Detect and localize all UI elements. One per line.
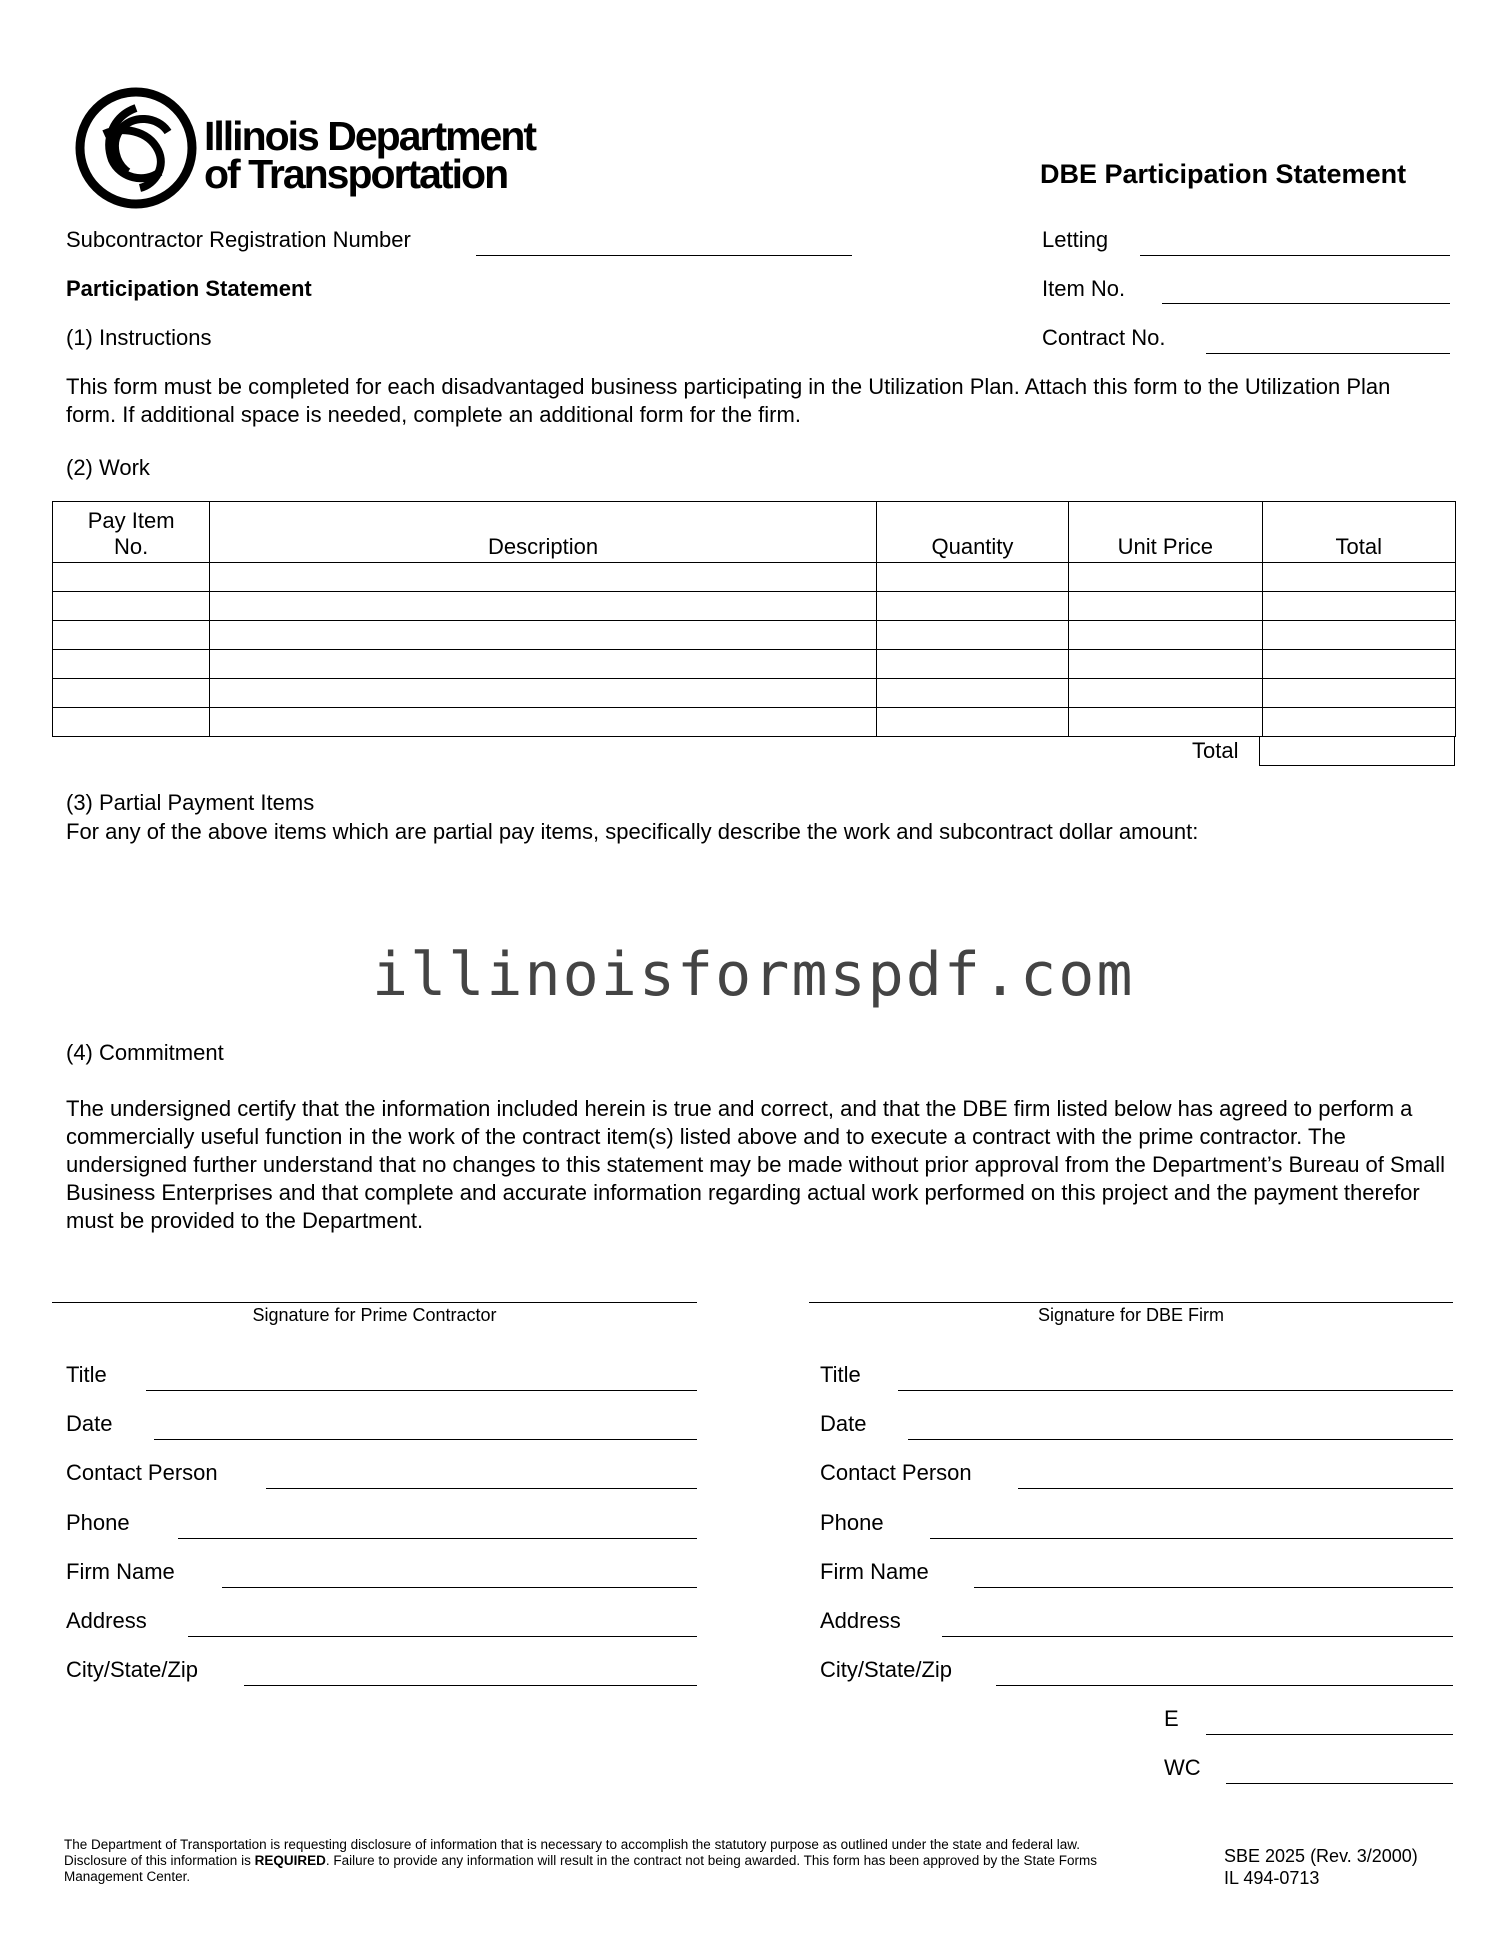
dbe-date-field[interactable]: [908, 1439, 1453, 1440]
prime-city-label: City/State/Zip: [66, 1657, 199, 1682]
dbe-phone-field[interactable]: [930, 1538, 1453, 1539]
pay-item-cell[interactable]: [53, 563, 210, 592]
quantity-cell[interactable]: [876, 563, 1068, 592]
unit-price-cell[interactable]: [1069, 592, 1262, 621]
logo-line1: Illinois Department: [204, 113, 536, 159]
work-table-header-row: [53, 502, 1456, 563]
letting-field[interactable]: [1140, 255, 1450, 256]
unit-price-cell[interactable]: [1069, 708, 1262, 737]
description-cell[interactable]: [210, 563, 876, 592]
dbe-address-label: Address: [820, 1608, 901, 1633]
description-cell[interactable]: [210, 679, 876, 708]
pay-item-cell[interactable]: [53, 708, 210, 737]
contract-no-label: Contract No.: [1042, 325, 1166, 350]
prime-date-label: Date: [66, 1411, 113, 1436]
prime-firm-label: Firm Name: [66, 1559, 175, 1584]
total-cell[interactable]: [1262, 708, 1455, 737]
watermark: illinoisformspdf.com: [372, 940, 1135, 1010]
subcontractor-registration-label: Subcontractor Registration Number: [66, 227, 411, 252]
dbe-title-label: Title: [820, 1362, 861, 1387]
wc-label: WC: [1164, 1755, 1201, 1780]
instructions-heading: (1) Instructions: [66, 325, 212, 350]
idot-emblem-icon: [74, 86, 198, 210]
pay-item-cell[interactable]: [53, 679, 210, 708]
prime-address-label: Address: [66, 1608, 147, 1633]
pay-item-cell[interactable]: [53, 592, 210, 621]
table-row: [53, 708, 1456, 737]
quantity-cell[interactable]: [876, 621, 1068, 650]
participation-statement-heading: Participation Statement: [66, 276, 312, 301]
pay-item-cell[interactable]: [53, 650, 210, 679]
prime-city-field[interactable]: [244, 1685, 697, 1686]
total-cell[interactable]: [1262, 592, 1455, 621]
contract-no-field[interactable]: [1206, 353, 1450, 354]
e-field[interactable]: [1206, 1734, 1453, 1735]
dbe-firm-field[interactable]: [974, 1587, 1453, 1588]
description-header: Description: [210, 502, 876, 563]
description-cell[interactable]: [210, 650, 876, 679]
dbe-signature-label: Signature for DBE Firm: [1037, 1305, 1225, 1325]
unit-price-cell[interactable]: [1069, 563, 1262, 592]
description-cell[interactable]: [210, 592, 876, 621]
partial-payment-heading: (3) Partial Payment Items: [66, 790, 315, 815]
prime-contact-field[interactable]: [266, 1488, 697, 1489]
prime-title-field[interactable]: [146, 1390, 697, 1391]
pay-item-header: Pay Item No.: [53, 502, 210, 563]
pay-item-cell[interactable]: [53, 621, 210, 650]
dbe-city-label: City/State/Zip: [820, 1657, 953, 1682]
idot-logo: [74, 86, 198, 210]
form-title: DBE Participation Statement: [1040, 159, 1407, 189]
unit-price-header: Unit Price: [1069, 502, 1262, 563]
total-cell[interactable]: [1262, 679, 1455, 708]
prime-signature-line[interactable]: [52, 1302, 697, 1303]
grand-total-label: Total: [1192, 738, 1239, 763]
quantity-cell[interactable]: [876, 650, 1068, 679]
dbe-firm-label: Firm Name: [820, 1559, 929, 1584]
form-number: SBE 2025 (Rev. 3/2000): [1224, 1846, 1418, 1866]
work-table: [52, 501, 1456, 737]
prime-signature-label: Signature for Prime Contractor: [252, 1305, 497, 1325]
disclosure-text: The Department of Transportation is requesting disclosure of information that is necessary to accomplish the statutory purpose as outlined under the state and federal law. Disclosure of this information is REQUIRED. Failure to provide any information will result in the contract not being awarded. This form has been approved by the State Forms Management Center.: [64, 1837, 1097, 1884]
e-label: E: [1164, 1706, 1179, 1731]
dbe-contact-field[interactable]: [1018, 1488, 1453, 1489]
unit-price-cell[interactable]: [1069, 650, 1262, 679]
logo-line2: of Transportation: [204, 151, 508, 197]
dbe-title-field[interactable]: [898, 1390, 1453, 1391]
total-cell[interactable]: [1262, 621, 1455, 650]
dbe-contact-label: Contact Person: [820, 1460, 972, 1485]
prime-firm-field[interactable]: [222, 1587, 697, 1588]
dbe-phone-label: Phone: [820, 1510, 884, 1535]
description-cell[interactable]: [210, 621, 876, 650]
dbe-signature-line[interactable]: [809, 1302, 1453, 1303]
total-cell[interactable]: [1262, 650, 1455, 679]
dbe-address-field[interactable]: [942, 1636, 1453, 1637]
item-no-field[interactable]: [1162, 303, 1450, 304]
item-no-label: Item No.: [1042, 276, 1126, 301]
il-number: IL 494-0713: [1224, 1868, 1320, 1888]
commitment-text: The undersigned certify that the information included herein is true and correct, and that the DBE firm listed below has agreed to perform a commercially useful function in the work of the contract item(s) listed above and to execute a contract with the prime contractor. The undersigned further understand that no changes to this statement may be made without prior approval from the Department’s Bureau of Small Business Enterprises and that complete and accurate information regarding actual work performed on this project and the payment therefor must be provided to the Department.: [66, 1096, 1446, 1233]
prime-phone-label: Phone: [66, 1510, 130, 1535]
table-row: [53, 650, 1456, 679]
prime-contact-label: Contact Person: [66, 1460, 218, 1485]
dbe-city-field[interactable]: [996, 1685, 1453, 1686]
grand-total-field[interactable]: [1259, 736, 1455, 766]
table-row: [53, 592, 1456, 621]
letting-label: Letting: [1042, 227, 1109, 252]
quantity-cell[interactable]: [876, 679, 1068, 708]
partial-payment-text: For any of the above items which are partial pay items, specifically describe the work and subcontract dollar amount:: [66, 819, 1199, 844]
work-heading: (2) Work: [66, 455, 150, 480]
prime-title-label: Title: [66, 1362, 107, 1387]
subcontractor-registration-field[interactable]: [476, 255, 852, 256]
table-row: [53, 621, 1456, 650]
table-row: [53, 563, 1456, 592]
wc-field[interactable]: [1226, 1783, 1453, 1784]
prime-date-field[interactable]: [154, 1439, 697, 1440]
total-header: Total: [1262, 502, 1455, 563]
prime-address-field[interactable]: [188, 1636, 697, 1637]
required-emphasis: REQUIRED: [254, 1853, 326, 1868]
unit-price-cell[interactable]: [1069, 621, 1262, 650]
unit-price-cell[interactable]: [1069, 679, 1262, 708]
quantity-cell[interactable]: [876, 592, 1068, 621]
description-cell[interactable]: [210, 708, 876, 737]
dbe-date-label: Date: [820, 1411, 867, 1436]
quantity-header: Quantity: [876, 502, 1068, 563]
table-row: [53, 679, 1456, 708]
commitment-heading: (4) Commitment: [66, 1040, 224, 1065]
total-cell[interactable]: [1262, 563, 1455, 592]
instructions-text: This form must be completed for each disadvantaged business participating in the Utilization Plan. Attach this form to the Utilization Plan form. If additional space is needed, complete an additional form for the firm.: [66, 374, 1391, 427]
quantity-cell[interactable]: [876, 708, 1068, 737]
prime-phone-field[interactable]: [178, 1538, 697, 1539]
